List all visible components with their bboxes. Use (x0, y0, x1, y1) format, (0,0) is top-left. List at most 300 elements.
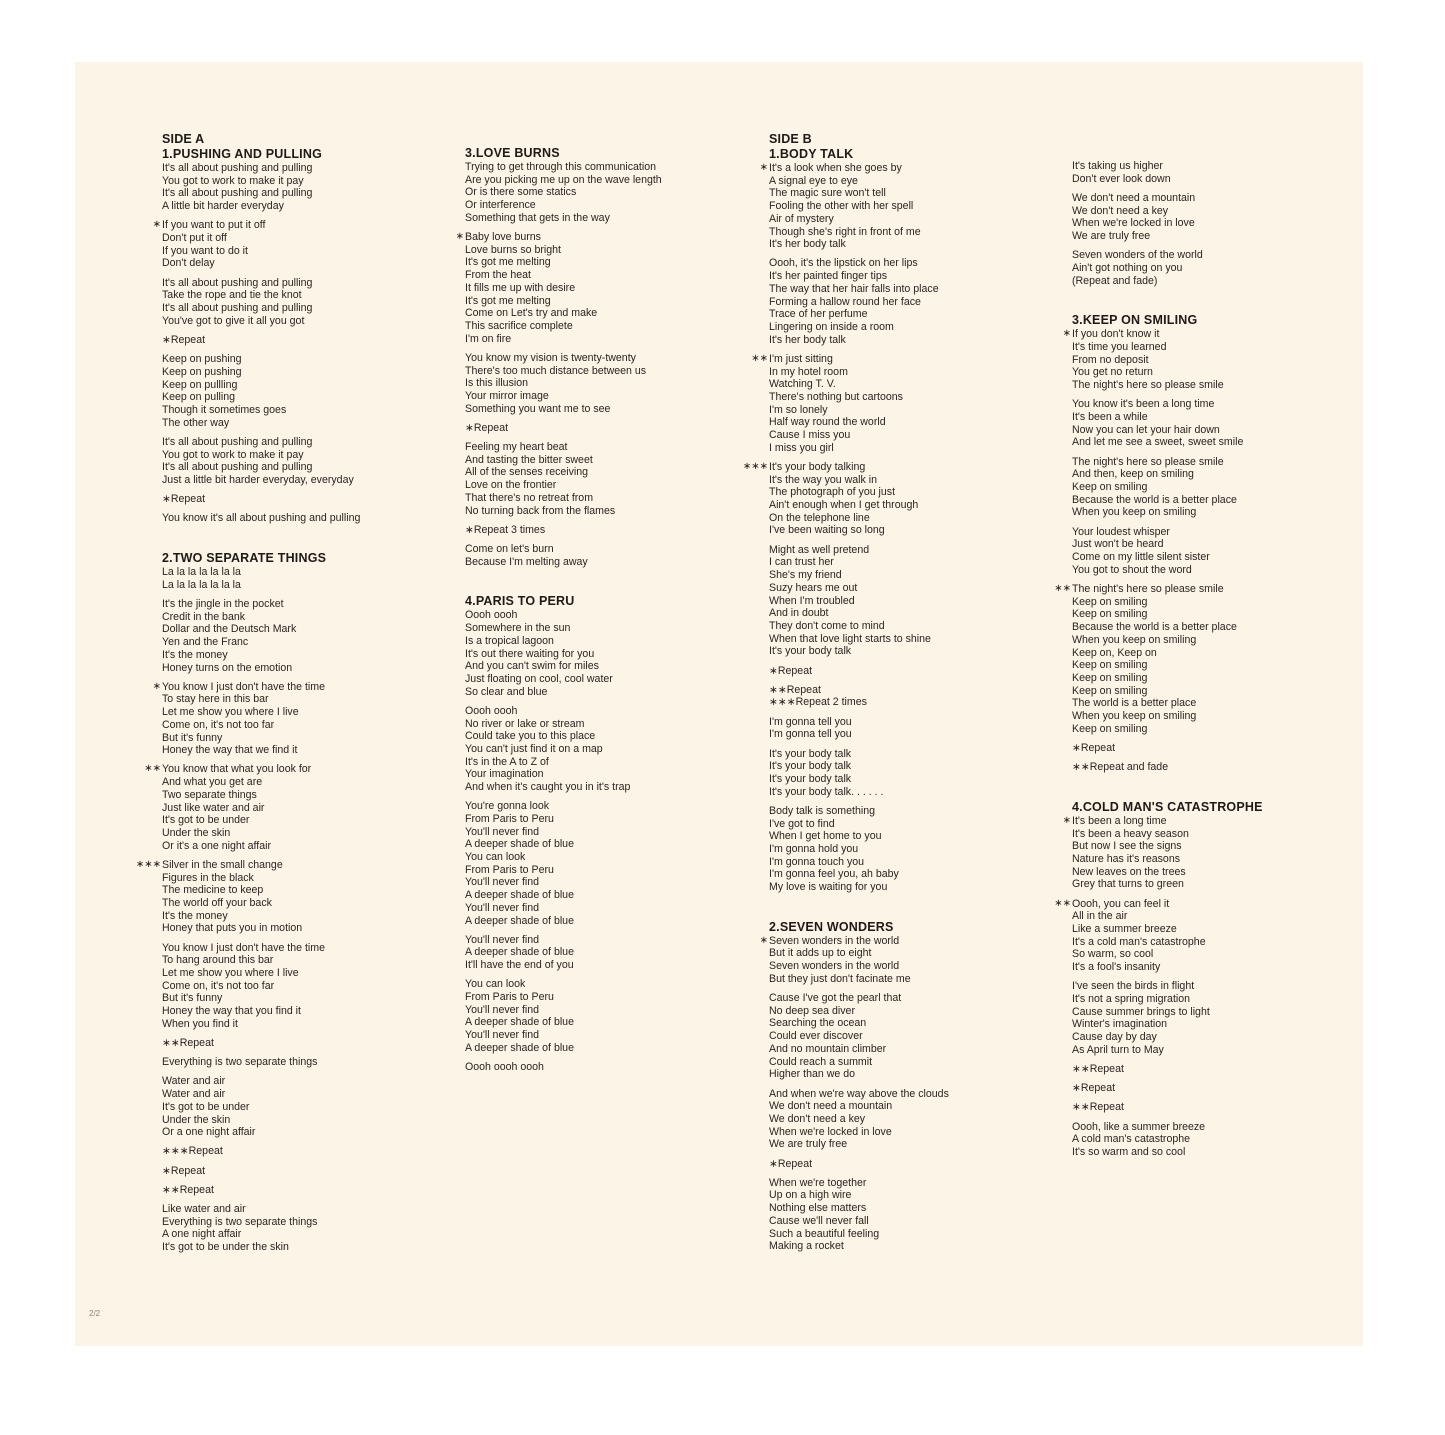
lyric-line: Could ever discover (769, 1030, 863, 1043)
lyric-line: Cause we'll never fall (769, 1214, 869, 1227)
stanza (162, 566, 462, 591)
lyric-line: Water and air (162, 1088, 226, 1101)
stanza (1072, 742, 1363, 755)
stanza (465, 543, 765, 568)
lyric-line: On the telephone line (769, 511, 870, 524)
song-block (742, 147, 1069, 894)
lyric-line: It's not a spring migration (1072, 992, 1191, 1005)
lyrics-column-2 (455, 146, 765, 1100)
lyric-line: Higher than we do (769, 1068, 855, 1081)
stanza (1054, 897, 1363, 974)
lyric-line: Like a summer breeze (1072, 922, 1177, 935)
lyric-line: Somewhere in the sun (465, 622, 571, 635)
lyric-line: Cause I've got the pearl that (769, 992, 902, 1005)
stanza (162, 942, 462, 1031)
lyric-line: The medicine to keep (162, 884, 264, 897)
lyric-line: Your imagination (465, 768, 544, 781)
lyric-line: I miss you girl (769, 441, 834, 454)
lyric-line: There's too much distance between us (465, 364, 647, 377)
lyric-line: Cause day by day (1072, 1031, 1157, 1044)
stanza (162, 1165, 462, 1178)
lyric-line: ∗∗Repeat (1072, 1062, 1124, 1075)
lyric-line: Just like water and air (162, 801, 265, 814)
lyric-line: We don't need a mountain (1072, 191, 1196, 204)
side-label: SIDE A (162, 132, 205, 146)
song-block (135, 551, 462, 1254)
lyric-line: Under the skin (162, 826, 231, 839)
lyric-line: If you don't know it (1072, 328, 1160, 341)
lyric-line: Love burns so bright (465, 243, 561, 256)
repeat-marker: ∗ (759, 934, 768, 946)
lyric-line: You can look (465, 978, 526, 991)
stanza (1072, 398, 1363, 449)
stanza (769, 1088, 1069, 1152)
lyric-line: Because the world is a better place (1072, 621, 1237, 634)
lyric-line: From Paris to Peru (465, 812, 554, 825)
lyric-line: In my hotel room (769, 365, 848, 378)
stanza (1072, 456, 1363, 520)
lyric-line: Forming a hallow round her face (769, 295, 921, 308)
lyric-line: Or a one night affair (162, 1126, 256, 1139)
page-number: 2/2 (89, 1309, 101, 1318)
lyric-line: ∗∗Repeat (769, 683, 821, 696)
song-block (455, 146, 765, 568)
lyric-line: When I'm troubled (769, 594, 855, 607)
lyric-line: It's out there waiting for you (465, 647, 595, 660)
lyric-line: Two separate things (162, 788, 257, 801)
lyric-line: All in the air (1072, 910, 1128, 923)
lyric-line: A deeper shade of blue (465, 1041, 574, 1054)
lyric-line: When you keep on smiling (1072, 633, 1197, 646)
lyric-line: Half way round the world (769, 416, 886, 429)
song-block (152, 147, 462, 525)
lyric-line: Keep on smiling (1072, 608, 1148, 621)
lyric-line: La la la la la la la (162, 566, 241, 579)
lyric-line: She's my friend (769, 569, 842, 582)
song-block (1054, 799, 1363, 1159)
lyrics-column-3 (742, 132, 1069, 1279)
lyric-line: It's your body talk. . . . . . (769, 785, 884, 798)
stanza (152, 219, 462, 270)
lyric-line: It's got to be under (162, 814, 250, 827)
lyric-line: I'm gonna hold you (769, 842, 859, 855)
lyric-line: When we're locked in love (769, 1125, 892, 1138)
stanza (769, 544, 1069, 658)
lyric-line: Suzy hears me out (769, 581, 858, 594)
lyric-line: But it's funny (162, 731, 223, 744)
lyric-line: Come on my little silent sister (1072, 551, 1210, 564)
lyric-line: You'll never find (465, 1003, 540, 1016)
lyric-line: You'll never find (465, 901, 540, 914)
lyric-line: I'm gonna tell you (769, 715, 852, 728)
lyric-line: Keep on pushing (162, 365, 242, 378)
stanza (162, 436, 462, 487)
lyric-line: They don't come to mind (769, 619, 885, 632)
lyric-line: You've got to give it all you got (162, 314, 305, 327)
lyrics-column-1 (135, 132, 462, 1280)
stanza (769, 1158, 1069, 1171)
lyric-line: I'm so lonely (769, 403, 828, 416)
lyric-line: Oooh oooh oooh (465, 1061, 544, 1074)
lyric-line: Credit in the bank (162, 610, 246, 623)
lyric-line: It's your body talking (769, 460, 866, 473)
lyric-line: Ain't got nothing on you (1072, 261, 1183, 274)
stanza (465, 800, 765, 927)
lyric-line: Everything is two separate things (162, 1215, 318, 1228)
lyric-line: Your loudest whisper (1072, 525, 1170, 538)
lyric-line: You'll never find (465, 876, 540, 889)
lyric-line: It's the money (162, 909, 228, 922)
lyric-line: I can trust her (769, 556, 834, 569)
lyrics-sheet (75, 62, 1363, 1346)
stanza (162, 512, 462, 525)
stanza (162, 277, 462, 328)
lyric-line: Trying to get through this communication (465, 161, 656, 173)
lyric-line: And tasting the bitter sweet (465, 453, 593, 466)
lyric-line: It's all about pushing and pulling (162, 302, 313, 315)
lyric-line: If you want to do it (162, 244, 248, 257)
lyric-line: It's her painted finger tips (769, 270, 888, 283)
lyric-line: Your mirror image (465, 389, 549, 402)
lyric-line: And when it's caught you in it's trap (465, 781, 631, 794)
lyric-line: There's nothing but cartoons (769, 390, 903, 403)
lyric-line: When we're together (769, 1176, 867, 1189)
repeat-marker: ∗∗ (144, 763, 161, 775)
stanza (1072, 1121, 1363, 1159)
lyric-line: Lingering on inside a room (769, 320, 894, 333)
lyric-line: It's the money (162, 648, 228, 661)
stanza (465, 422, 765, 435)
lyric-line: ∗∗∗Repeat (162, 1145, 223, 1158)
lyric-line: A deeper shade of blue (465, 1016, 574, 1029)
lyric-line: Keep on smiling (1072, 659, 1148, 672)
lyric-line: And in doubt (769, 607, 829, 620)
lyric-line: ∗∗∗Repeat 2 times (769, 696, 867, 709)
lyric-line: Fooling the other with her spell (769, 200, 914, 213)
lyric-line: Come on, it's not too far (162, 718, 275, 731)
lyric-line: Come on Let's try and make (465, 307, 598, 320)
lyric-line: I've got to find (769, 817, 835, 830)
stanza (742, 460, 1069, 537)
song-title: 2.SEVEN WONDERS (769, 919, 894, 934)
lyric-line: I'm gonna tell you (769, 728, 852, 741)
lyric-line: Honey the way that we find it (162, 744, 298, 757)
lyric-line: Oooh, you can feel it (1072, 897, 1170, 910)
repeat-marker: ∗∗ (751, 352, 768, 364)
lyric-line: Cause I miss you (769, 429, 851, 442)
lyric-line: No river or lake or stream (465, 717, 585, 730)
lyric-line: ∗∗Repeat (1072, 1101, 1124, 1114)
lyric-line: Keep on smiling (1072, 671, 1148, 684)
lyric-line: The night's here so please smile (1072, 455, 1224, 468)
stanza (751, 352, 1069, 455)
lyric-line: ∗∗Repeat (162, 1036, 214, 1049)
stanza (759, 934, 1069, 986)
lyric-line: Honey turns on the emotion (162, 661, 293, 674)
lyric-line: Nature has it's reasons (1072, 852, 1181, 865)
lyric-line: ∗∗Repeat and fade (1072, 761, 1169, 774)
lyric-line: ∗Repeat (1072, 741, 1116, 754)
lyric-line: Though she's right in front of me (769, 225, 921, 238)
lyric-line: Are you picking me up on the wave length (465, 173, 662, 186)
lyric-line: Or it's a one night affair (162, 839, 271, 852)
lyric-line: Such a beautiful feeling (769, 1227, 880, 1240)
lyric-line: When we're locked in love (1072, 217, 1195, 230)
lyric-line: To stay here in this bar (162, 693, 269, 706)
lyric-line: You can't just find it on a map (465, 742, 603, 755)
lyric-line: Everything is two separate things (162, 1056, 318, 1069)
lyric-line: Though it sometimes goes (162, 403, 287, 416)
lyric-line: ∗Repeat (769, 664, 813, 677)
stanza (465, 934, 765, 972)
lyric-line: Watching T. V. (769, 378, 836, 391)
stanza (759, 162, 1069, 251)
lyric-line: No deep sea diver (769, 1004, 855, 1017)
lyric-line: I'm on fire (465, 332, 512, 345)
lyric-line: Keep on pushing (162, 353, 242, 366)
stanza (769, 748, 1069, 799)
lyric-line: Might as well pretend (769, 543, 870, 556)
repeat-marker: ∗∗ (1054, 582, 1071, 594)
lyric-line: Oooh, like a summer breeze (1072, 1120, 1206, 1133)
song-title: 1.PUSHING AND PULLING (162, 147, 322, 161)
lyric-line: It'll have the end of you (465, 959, 574, 972)
lyric-line: A one night affair (162, 1228, 242, 1241)
lyric-line: You'll never find (465, 1029, 540, 1042)
lyric-line: Under the skin (162, 1113, 231, 1126)
lyric-line: Is this illusion (465, 377, 528, 390)
lyric-line: We don't need a key (1072, 204, 1169, 217)
stanza (465, 978, 765, 1054)
stanza (455, 231, 765, 345)
lyric-line: It's been a heavy season (1072, 827, 1189, 840)
lyric-line: Trace of her perfume (769, 308, 868, 321)
lyric-line: Don't ever look down (1072, 172, 1171, 185)
lyric-line: You'll never find (465, 933, 540, 946)
lyric-line: From Paris to Peru (465, 991, 554, 1004)
lyric-line: If you want to put it off (162, 219, 266, 232)
lyric-line: ∗Repeat (162, 493, 206, 506)
lyric-line: It's her body talk (769, 238, 846, 251)
stanza (162, 1056, 462, 1069)
stanza (465, 524, 765, 537)
lyric-line: Just a little bit harder everyday, everyday (162, 473, 354, 486)
lyric-line: Ain't enough when I get through (769, 499, 919, 512)
lyric-line: It's her body talk (769, 333, 846, 346)
stanza (1062, 814, 1363, 891)
stanza (1072, 1063, 1363, 1076)
song-block (1072, 160, 1363, 287)
lyric-line: Seven wonders in the world (769, 960, 900, 973)
lyric-line: You can look (465, 851, 526, 864)
lyric-line: Keep on smiling (1072, 722, 1148, 735)
lyric-line: Keep on pulling (162, 391, 236, 404)
repeat-marker: ∗ (152, 680, 161, 692)
lyric-line: Don't put it off (162, 232, 227, 245)
stanza (1072, 1082, 1363, 1095)
stanza (769, 665, 1069, 678)
lyric-line: The night's here so please smile (1072, 582, 1224, 595)
lyric-line: La la la la la la la (162, 578, 241, 591)
lyric-line: ∗Repeat (465, 421, 509, 434)
lyric-line: ∗Repeat 3 times (465, 523, 546, 536)
lyric-line: But it's funny (162, 992, 223, 1005)
lyric-line: (Repeat and fade) (1072, 274, 1158, 287)
lyric-line: It's been a while (1072, 411, 1148, 424)
lyric-line: Because the world is a better place (1072, 493, 1237, 506)
lyric-line: Keep on, Keep on (1072, 646, 1157, 659)
lyric-line: And then, keep on smiling (1072, 468, 1194, 481)
lyric-line: And what you get are (162, 776, 263, 789)
lyric-line: The way that her hair falls into place (769, 282, 939, 295)
lyric-line: Just floating on cool, cool water (465, 672, 613, 685)
lyric-line: You got to shout the word (1072, 563, 1192, 576)
lyric-line: We are truly free (1072, 230, 1151, 243)
lyric-line: It's taking us higher (1072, 160, 1163, 172)
lyric-line: The magic sure won't tell (769, 187, 886, 200)
lyric-line: This sacrifice complete (465, 319, 573, 332)
lyric-line: You'll never find (465, 825, 540, 838)
lyric-line: All of the senses receiving (465, 466, 589, 479)
lyric-line: When you keep on smiling (1072, 710, 1197, 723)
lyric-line: I'm gonna touch you (769, 855, 865, 868)
lyric-line: A little bit harder everyday (162, 200, 284, 213)
lyric-line: That there's no retreat from (465, 491, 594, 504)
lyric-line: It's been a long time (1072, 814, 1167, 827)
stanza (769, 716, 1069, 741)
stanza (162, 1203, 462, 1254)
lyric-line: So clear and blue (465, 685, 548, 698)
lyric-line: You know I just don't have the time (162, 941, 325, 954)
stanza (1054, 582, 1363, 735)
lyric-line: It's all about pushing and pulling (162, 461, 313, 474)
lyric-line: As April turn to May (1072, 1043, 1164, 1056)
lyric-line: ∗Repeat (162, 1164, 206, 1177)
lyric-line: The other way (162, 416, 230, 429)
lyric-line: Could reach a summit (769, 1055, 873, 1068)
stanza (162, 1184, 462, 1197)
stanza (1072, 160, 1363, 185)
lyric-line: A cold man's catastrophe (1072, 1133, 1191, 1146)
repeat-marker: ∗ (1062, 814, 1071, 826)
lyric-line: ∗Repeat (1072, 1082, 1116, 1095)
lyric-line: When you keep on smiling (1072, 506, 1197, 519)
lyric-line: ∗Repeat (162, 333, 206, 346)
lyric-line: You got to work to make it pay (162, 174, 304, 187)
lyric-line: Cause summer brings to light (1072, 1005, 1210, 1018)
song-title: 2.TWO SEPARATE THINGS (162, 551, 327, 566)
lyric-line: You know that what you look for (162, 763, 312, 776)
lyric-line: It's your body talk (769, 760, 852, 773)
lyric-line: Don't delay (162, 257, 215, 270)
lyric-line: A signal eye to eye (769, 174, 858, 187)
stanza (162, 353, 462, 429)
side-label: SIDE B (769, 132, 812, 146)
lyric-line: Or interference (465, 199, 536, 212)
lyric-line: Keep on smiling (1072, 595, 1148, 608)
lyric-line: It's your body talk (769, 747, 852, 760)
lyric-line: From the heat (465, 269, 531, 282)
stanza (465, 1061, 765, 1074)
lyric-line: But now I see the signs (1072, 840, 1182, 853)
lyric-line: And when we're way above the clouds (769, 1087, 949, 1100)
song-block (1054, 313, 1363, 774)
lyric-line: Love on the frontier (465, 479, 557, 492)
lyric-line: Just won't be heard (1072, 538, 1164, 551)
lyric-line: Could take you to this place (465, 730, 596, 743)
lyric-line: It's all about pushing and pulling (162, 187, 313, 200)
lyric-line: You know it's all about pushing and pulling (162, 512, 361, 525)
stanza (162, 598, 462, 674)
lyric-line: Now you can let your hair down (1072, 423, 1220, 436)
song-title: 4.COLD MAN'S CATASTROPHE (1072, 799, 1263, 814)
stanza (769, 684, 1069, 709)
lyric-line: It's a fool's insanity (1072, 961, 1161, 974)
lyric-line: Let me show you where I live (162, 966, 299, 979)
lyric-line: Seven wonders of the world (1072, 249, 1203, 262)
lyric-line: You got to work to make it pay (162, 448, 304, 461)
song-block (759, 919, 1069, 1253)
stanza (144, 763, 462, 852)
lyric-line: It's a look when she goes by (769, 162, 902, 174)
lyric-line: Keep on pullling (162, 378, 238, 391)
stanza (1072, 1101, 1363, 1114)
stanza (162, 1075, 462, 1139)
song-title: 4.PARIS TO PERU (465, 594, 575, 609)
lyric-line: It's got to be under the skin (162, 1241, 289, 1254)
stanza (1072, 249, 1363, 287)
lyric-line: A deeper shade of blue (465, 914, 574, 927)
stanza (162, 334, 462, 347)
lyric-line: And you can't swim for miles (465, 660, 599, 673)
lyric-line: My love is waiting for you (769, 881, 888, 894)
lyric-line: I've been waiting so long (769, 524, 885, 537)
lyric-line: Come on, it's not too far (162, 979, 275, 992)
lyric-line: The night's here so please smile (1072, 379, 1224, 392)
lyric-line: It fills me up with desire (465, 281, 576, 294)
lyric-line: Honey the way that you find it (162, 1005, 301, 1018)
song-block (465, 594, 765, 1073)
stanza (769, 1177, 1069, 1253)
lyric-line: Keep on smiling (1072, 684, 1148, 697)
stanza (465, 609, 765, 698)
lyric-line: And no mountain climber (769, 1042, 887, 1055)
lyric-line: Up on a high wire (769, 1189, 852, 1202)
lyric-line: ∗Repeat (769, 1157, 813, 1170)
lyric-line: From Paris to Peru (465, 863, 554, 876)
lyric-line: You know it's been a long time (1072, 398, 1215, 411)
lyric-line: ∗∗Repeat (162, 1183, 214, 1196)
lyric-line: Keep on smiling (1072, 481, 1148, 494)
lyric-line: Figures in the black (162, 871, 254, 884)
lyric-line: New leaves on the trees (1072, 865, 1186, 878)
lyric-line: Feeling my heart beat (465, 441, 568, 454)
lyric-line: You know my vision is twenty-twenty (465, 351, 636, 364)
lyric-line: Come on let's burn (465, 542, 554, 555)
lyric-line: It's all about pushing and pulling (162, 162, 313, 174)
lyric-line: We are truly free (769, 1138, 848, 1151)
lyric-line: To hang around this bar (162, 954, 274, 967)
lyric-line: Or is there some statics (465, 186, 577, 199)
lyric-line: It's the jingle in the pocket (162, 597, 284, 610)
lyric-line: It's in the A to Z of (465, 755, 549, 768)
lyric-line: The world off your back (162, 896, 272, 909)
lyric-line: It's so warm and so cool (1072, 1146, 1186, 1158)
lyric-line: It's time you learned (1072, 341, 1167, 354)
lyric-line: You're gonna look (465, 800, 550, 813)
stanza (1072, 761, 1363, 774)
lyric-line: When that love light starts to shine (769, 632, 931, 645)
